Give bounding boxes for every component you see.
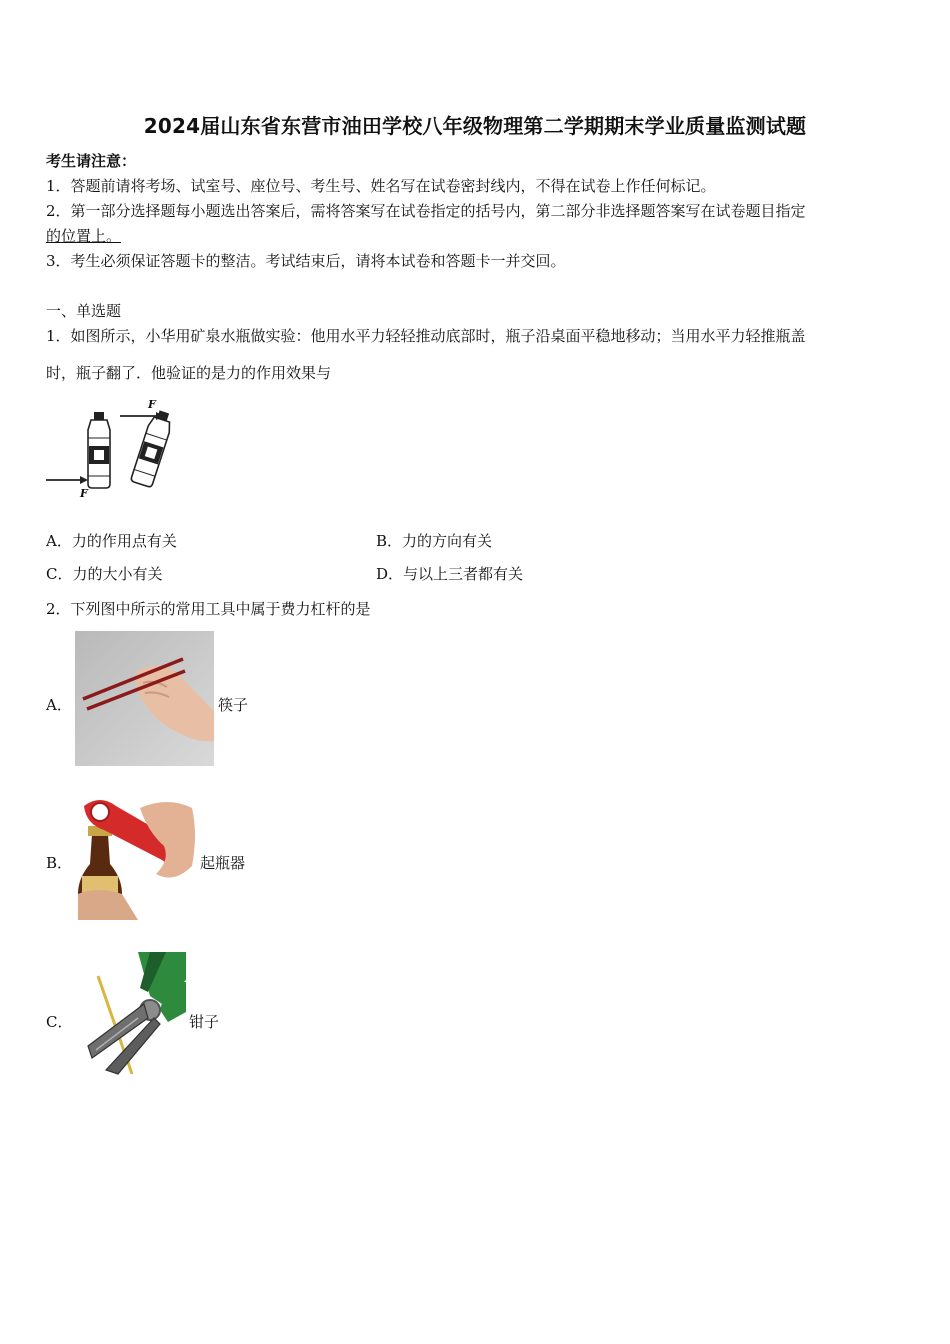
q2-option-a-letter[interactable]: A． bbox=[46, 696, 72, 714]
q1-option-c[interactable]: C．力的大小有关 bbox=[46, 565, 163, 583]
q1-option-b[interactable]: B．力的方向有关 bbox=[376, 532, 493, 550]
notice-heading: 考生请注意： bbox=[46, 152, 137, 170]
notice-item-1: 1．答题前请将考场、试室号、座位号、考生号、姓名写在试卷密封线内，不得在试卷上作任何标记。 bbox=[46, 177, 716, 195]
q1-option-d[interactable]: D．与以上三者都有关 bbox=[376, 565, 524, 583]
bottom-force-label: F bbox=[80, 487, 88, 500]
pliers-photo-icon bbox=[78, 952, 186, 1076]
upright-bottle-icon bbox=[88, 412, 110, 488]
q2-option-c-letter[interactable]: C． bbox=[46, 1013, 73, 1031]
bottle-opener-photo-icon bbox=[78, 794, 196, 920]
top-force-label: F bbox=[148, 398, 156, 411]
chopsticks-photo-icon bbox=[75, 631, 214, 766]
q1-stem-line2: 时，瓶子翻了．他验证的是力的作用效果与 bbox=[46, 364, 332, 382]
q2-stem: 2．下列图中所示的常用工具中属于费力杠杆的是 bbox=[46, 600, 371, 618]
bottom-force-arrow-icon bbox=[46, 476, 88, 484]
notice-item-2-cont: 的位置上。 bbox=[46, 227, 122, 245]
q1-bottle-figure bbox=[44, 398, 179, 503]
notice-item-3: 3．考生必须保证答题卡的整洁。考试结束后，请将本试卷和答题卡一并交回。 bbox=[46, 252, 566, 270]
q2-option-a-label: 筷子 bbox=[218, 696, 249, 714]
q1-option-a[interactable]: A．力的作用点有关 bbox=[46, 532, 177, 550]
q2-option-c-label: 钳子 bbox=[189, 1013, 220, 1031]
q2-option-b-letter[interactable]: B． bbox=[46, 854, 73, 872]
page-title: 2024届山东省东营市油田学校八年级物理第二学期期末学业质量监测试题 bbox=[143, 114, 807, 138]
tilted-bottle-icon bbox=[130, 409, 174, 488]
notice-item-2: 2．第一部分选择题每小题选出答案后，需将答案写在试卷指定的括号内，第二部分非选择题答案写在试卷题目指定 bbox=[46, 202, 806, 220]
section-heading: 一、单选题 bbox=[46, 302, 122, 320]
q2-option-b-label: 起瓶器 bbox=[200, 854, 246, 872]
q1-stem-line1: 1．如图所示，小华用矿泉水瓶做实验：他用水平力轻轻推动底部时，瓶子沿桌面平稳地移动；当用水平力轻推瓶盖 bbox=[46, 327, 806, 345]
top-force-arrow-icon bbox=[120, 412, 164, 420]
